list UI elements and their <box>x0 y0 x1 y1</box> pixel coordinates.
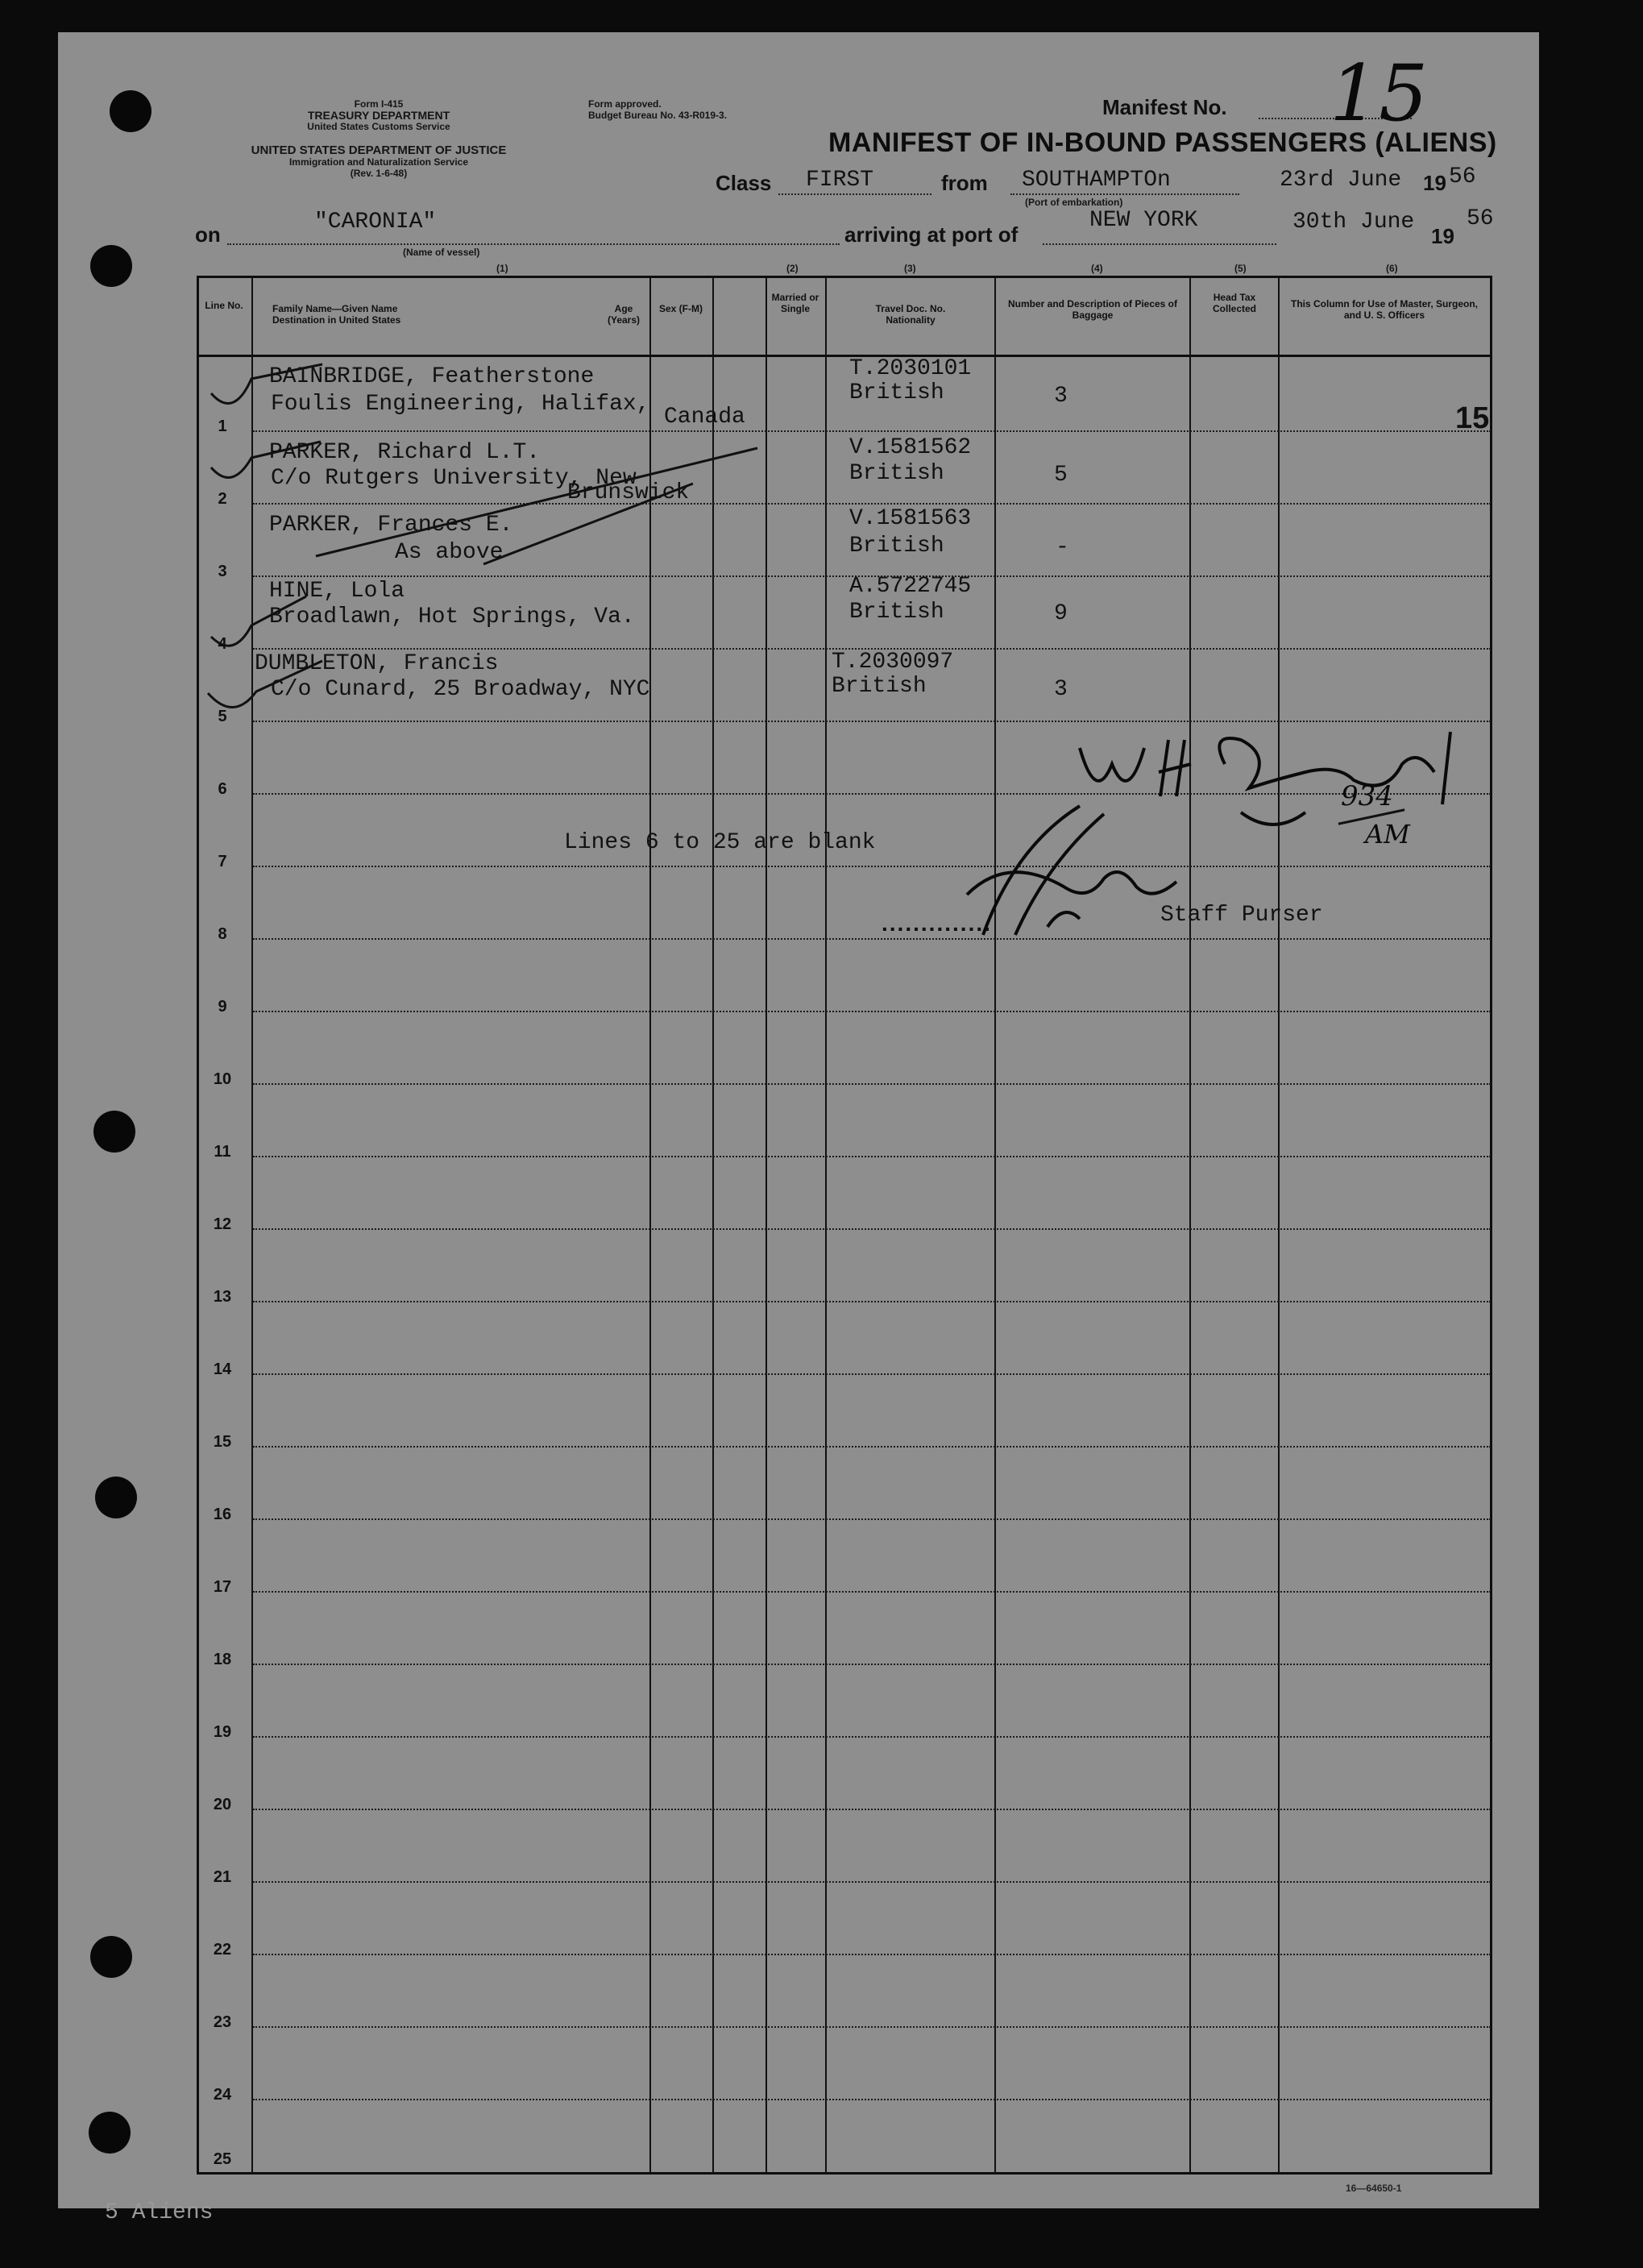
line-number: 20 <box>213 1796 232 1813</box>
line-number: 9 <box>218 998 227 1016</box>
line-number: 24 <box>213 2086 232 2104</box>
line-number: 15 <box>213 1433 232 1451</box>
agency-block: UNITED STATES DEPARTMENT OF JUSTICE Immigration and Naturalization Service (Rev. 1-6-48) <box>251 143 507 179</box>
passenger-travel-doc: A.5722745 <box>849 574 972 599</box>
from-date: 23rd June <box>1280 168 1402 193</box>
passenger-nationality: British <box>849 534 944 559</box>
passenger-destination: Broadlawn, Hot Springs, Va. <box>269 604 635 629</box>
passenger-destination: As above <box>395 540 504 565</box>
from-port: SOUTHAMPTOn <box>1022 168 1171 193</box>
from-year: 56 <box>1449 164 1476 189</box>
col-header-travel-doc: Travel Doc. No. Nationality <box>875 303 946 326</box>
manifest-no-label: Manifest No. <box>1102 95 1227 119</box>
line-number: 22 <box>213 1941 232 1959</box>
line-number: 12 <box>213 1215 232 1233</box>
check-mark <box>211 442 321 478</box>
check-mark <box>211 364 322 403</box>
passenger-destination: C/o Cunard, 25 Broadway, NYC <box>271 677 650 702</box>
purser-title: Staff Purser <box>1160 903 1323 928</box>
budget-block: Form approved. Budget Bureau No. 43-R019-3. <box>588 98 728 121</box>
class-label: Class <box>716 171 772 195</box>
passenger-destination-cont: Canada <box>664 405 745 430</box>
col-num: (1) <box>496 263 508 274</box>
col-num: (2) <box>786 263 799 274</box>
passenger-baggage: 3 <box>1054 384 1068 409</box>
passenger-nationality: British <box>849 461 944 486</box>
print-code: 16—64650-1 <box>1346 2183 1402 2194</box>
col-header-name: Family Name—Given Name Destination in United States <box>272 303 401 326</box>
col-header-age: Age (Years) <box>607 303 641 326</box>
line-number: 14 <box>213 1360 232 1378</box>
passenger-travel-doc: V.1581563 <box>849 506 972 531</box>
line-number: 3 <box>218 563 227 580</box>
purser-dotted-line: .............. <box>882 911 992 936</box>
col-header-head-tax: Head Tax Collected <box>1212 292 1256 314</box>
aliens-count: 5 Aliens <box>105 2200 214 2225</box>
line-number: 13 <box>213 1288 232 1306</box>
passenger-destination: C/o Rutgers University, New <box>271 466 637 491</box>
inspector-initials <box>1096 725 1097 726</box>
line-number: 10 <box>213 1070 232 1088</box>
line-number: 21 <box>213 1868 232 1886</box>
inspection-ampm: AM <box>1365 819 1410 849</box>
manifest-no-value: 15 <box>1330 48 1429 139</box>
passenger-name: HINE, Lola <box>269 579 405 604</box>
line-number: 5 <box>218 708 227 725</box>
check-mark <box>211 596 306 646</box>
line-number: 25 <box>213 2150 232 2168</box>
line-number: 18 <box>213 1651 232 1668</box>
passenger-nationality: British <box>832 674 927 699</box>
inspection-time: 934 <box>1341 780 1393 812</box>
line-number: 7 <box>218 853 227 870</box>
line-number: 2 <box>218 490 227 508</box>
passenger-destination-cont: Brunswick <box>567 480 690 505</box>
passenger-name: PARKER, Richard L.T. <box>269 440 541 465</box>
passenger-baggage: 3 <box>1054 677 1068 702</box>
col-num: (3) <box>904 263 916 274</box>
line-number: 1 <box>218 417 227 435</box>
passenger-baggage: - <box>1056 535 1069 560</box>
line-number: 16 <box>213 1506 232 1523</box>
inspector-signature <box>1064 716 1483 877</box>
passenger-name: PARKER, Frances E. <box>269 513 513 538</box>
vessel-note: (Name of vessel) <box>403 247 480 258</box>
on-label: on <box>195 222 221 247</box>
line-number: 4 <box>218 635 227 653</box>
passenger-nationality: British <box>849 600 944 625</box>
arriving-port: NEW YORK <box>1089 208 1198 233</box>
col-num: (4) <box>1091 263 1103 274</box>
col-header-line-no: Line No. <box>205 300 243 311</box>
arrive-date: 30th June <box>1292 210 1415 235</box>
col-header-officers: This Column for Use of Master, Surgeon, and U. S. Officers <box>1290 298 1479 321</box>
col-header-sex: Sex (F-M) <box>659 303 703 314</box>
form-id-block: Form I-415 TREASURY DEPARTMENT United States Customs Service <box>307 98 450 132</box>
passenger-name: BAINBRIDGE, Featherstone <box>269 364 595 389</box>
class-value: FIRST <box>806 168 874 193</box>
line-number: 19 <box>213 1723 232 1741</box>
from-label: from <box>941 171 988 195</box>
col-num: (6) <box>1386 263 1398 274</box>
port-embark-note: (Port of embarkation) <box>1025 197 1123 208</box>
col-header-pieces: Number and Description of Pieces of Baggage <box>1007 298 1178 321</box>
passenger-baggage: 9 <box>1054 601 1068 626</box>
cross-out-stroke <box>483 484 693 564</box>
col-num: (5) <box>1234 263 1247 274</box>
line-number: 17 <box>213 1578 232 1596</box>
passenger-destination: Foulis Engineering, Halifax, <box>271 392 650 417</box>
line-number: 23 <box>213 2013 232 2031</box>
passenger-nationality: British <box>849 380 944 405</box>
passenger-travel-doc: V.1581562 <box>849 435 972 460</box>
check-mark <box>208 661 322 708</box>
arriving-label: arriving at port of <box>844 222 1019 247</box>
arrive-year-prefix: 19 <box>1431 224 1454 248</box>
passenger-baggage: 5 <box>1054 463 1068 488</box>
blank-lines-note: Lines 6 to 25 are blank <box>564 830 876 855</box>
from-year-prefix: 19 <box>1423 171 1446 195</box>
col-header-married: Married or Single <box>771 292 819 314</box>
officer-mark: 15 <box>1455 401 1490 435</box>
arrive-year: 56 <box>1467 206 1494 231</box>
line-number: 11 <box>214 1143 231 1161</box>
passenger-name: DUMBLETON, Francis <box>255 651 499 676</box>
passenger-travel-doc: T.2030097 <box>832 650 954 675</box>
line-number: 6 <box>218 780 227 798</box>
line-number: 8 <box>218 925 227 943</box>
vessel-name: "CARONIA" <box>314 210 437 235</box>
page-title: MANIFEST OF IN-BOUND PASSENGERS (ALIENS) <box>828 127 1497 158</box>
cross-out-stroke <box>316 448 757 556</box>
passenger-travel-doc: T.2030101 <box>849 356 972 381</box>
